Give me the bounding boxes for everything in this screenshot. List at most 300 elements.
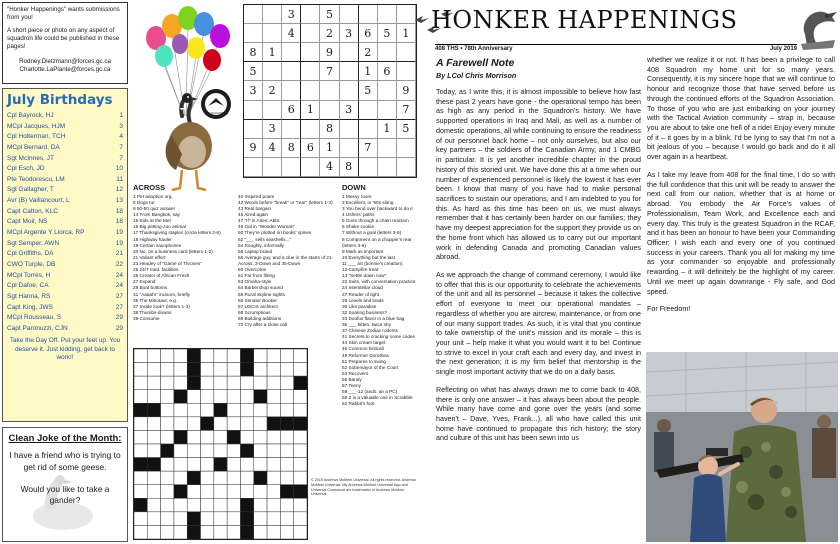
crossword-cell[interactable]: [227, 512, 240, 526]
crossword-block: [161, 444, 174, 458]
joke-punchline: Would you like to take a gander?: [20, 484, 110, 506]
crossword-cell[interactable]: [240, 390, 253, 404]
joke-title: Clean Joke of the Month:: [8, 433, 122, 444]
sudoku-cell[interactable]: 7: [397, 101, 416, 120]
crossword-clue: 60 Overcome: [238, 267, 267, 273]
sudoku-cell[interactable]: [244, 5, 263, 24]
crossword-clue: 36 ___ bitten, twice shy: [342, 322, 391, 328]
sudoku-cell[interactable]: [397, 62, 416, 81]
sudoku-cell[interactable]: 2: [320, 24, 339, 43]
crossword-cell[interactable]: [161, 430, 174, 444]
joke-box: [2, 427, 128, 542]
sudoku-cell[interactable]: 8: [340, 158, 359, 177]
sudoku-cell[interactable]: 4: [263, 139, 282, 158]
crossword-cell[interactable]: [227, 403, 240, 417]
crossword-cell[interactable]: [147, 512, 160, 526]
article-paragraph-4: whether we realize it or not. It has been a privilege to call 408 Squadron my home unit for so many years. Consequently, it is my sincere hope that we will continue to honour and recognize those that have served before us through the continued efforts of the Squadron Association. To those of you who are just embarking on your journey with the Tactical Aviation community – strap in, because you are about to take one hell of a ride! Enjoy every minute of it – it goes by in a blink. I'd be lying to say that I'm not a bit jealous of you – because I would go back and do it all over again in a heartbeat.: [647, 56, 835, 162]
badge-text: 408 SQUADRON: [203, 111, 229, 115]
crossword-cell[interactable]: [240, 485, 253, 499]
crossword-cell[interactable]: [267, 485, 280, 499]
birthday-name: Sgt McInnes, JT: [7, 154, 54, 162]
sudoku-cell[interactable]: [282, 120, 301, 139]
crossword-cell[interactable]: [240, 458, 253, 472]
sudoku-cell[interactable]: [263, 158, 282, 177]
crossword-cell[interactable]: [161, 417, 174, 431]
crossword-clue: 9 Mark as important: [342, 248, 384, 254]
sudoku-cell[interactable]: [397, 158, 416, 177]
sudoku-cell[interactable]: 2: [359, 43, 378, 62]
crossword-cell[interactable]: [227, 458, 240, 472]
sudoku-cell[interactable]: 3: [340, 101, 359, 120]
crossword-cell[interactable]: [174, 403, 187, 417]
crossword-clue: 10 Everything but the last: [342, 254, 395, 260]
crossword-cell[interactable]: [254, 458, 267, 472]
sudoku-cell[interactable]: 5: [244, 62, 263, 81]
crossword-cell[interactable]: [214, 444, 227, 458]
crossword-cell[interactable]: [201, 512, 214, 526]
crossword-cell[interactable]: [174, 363, 187, 377]
sudoku-cell[interactable]: [340, 120, 359, 139]
crossword-cell[interactable]: [227, 349, 240, 363]
sudoku-cell[interactable]: [378, 101, 397, 120]
crossword-cell[interactable]: [267, 349, 280, 363]
crossword-cell[interactable]: [240, 471, 253, 485]
crossword-cell[interactable]: [227, 363, 240, 377]
sudoku-cell[interactable]: 5: [320, 5, 339, 24]
crossword-cell[interactable]: [280, 444, 293, 458]
crossword-clue: 15 Kids at the Met: [133, 218, 171, 224]
crossword-cell[interactable]: [214, 390, 227, 404]
sudoku-cell[interactable]: [301, 62, 320, 81]
sudoku-cell[interactable]: 3: [244, 81, 263, 100]
crossword-cell[interactable]: [227, 525, 240, 539]
sudoku-cell[interactable]: [397, 139, 416, 158]
crossword-cell[interactable]: [201, 349, 214, 363]
crossword-cell[interactable]: [201, 498, 214, 512]
crossword-cell[interactable]: [201, 390, 214, 404]
crossword-cell[interactable]: [161, 390, 174, 404]
crossword-cell[interactable]: [254, 485, 267, 499]
crossword-cell[interactable]: [227, 390, 240, 404]
crossword-cell[interactable]: [254, 512, 267, 526]
sudoku-cell[interactable]: [320, 101, 339, 120]
crossword-cell[interactable]: [161, 485, 174, 499]
crossword-cell[interactable]: [147, 417, 160, 431]
crossword-cell[interactable]: [227, 485, 240, 499]
sudoku-cell[interactable]: 4: [320, 158, 339, 177]
crossword-cell[interactable]: [214, 512, 227, 526]
crossword-cell[interactable]: [201, 403, 214, 417]
crossword-cell[interactable]: [294, 349, 307, 363]
crossword-cell[interactable]: [187, 430, 200, 444]
birthday-name: Cpl Dafoe, CA: [7, 282, 49, 290]
masthead-bar: [435, 44, 797, 51]
article-column-1: [436, 56, 641, 452]
crossword-clue: 64 Barbershop sound: [238, 285, 283, 291]
sudoku-cell[interactable]: [301, 120, 320, 139]
sudoku-cell[interactable]: 6: [301, 139, 320, 158]
crossword-cell[interactable]: [227, 376, 240, 390]
crossword-cell[interactable]: [280, 403, 293, 417]
sudoku-cell[interactable]: [378, 158, 397, 177]
sudoku-cell[interactable]: [282, 62, 301, 81]
crossword-cell[interactable]: [174, 498, 187, 512]
crossword-cell[interactable]: [161, 376, 174, 390]
crossword-cell[interactable]: [214, 498, 227, 512]
sudoku-cell[interactable]: 1: [378, 120, 397, 139]
crossword-cell[interactable]: [147, 498, 160, 512]
sudoku-cell[interactable]: [263, 62, 282, 81]
crossword-cell[interactable]: [187, 485, 200, 499]
crossword-cell[interactable]: [174, 525, 187, 539]
birthday-name: Sgt Gallagher, T: [7, 186, 54, 194]
sudoku-cell[interactable]: 8: [282, 139, 301, 158]
crossword-clue: 40 Inspired poem: [238, 193, 275, 199]
sudoku-cell[interactable]: 3: [340, 24, 359, 43]
crossword-cell[interactable]: [294, 471, 307, 485]
crossword-cell[interactable]: [147, 390, 160, 404]
sudoku-cell[interactable]: 4: [282, 24, 301, 43]
birthday-name: MCpl Rousseau, S: [7, 314, 62, 322]
crossword-clue: 35 The Minotaur, e.g.: [133, 297, 178, 303]
crossword-cell[interactable]: [267, 390, 280, 404]
sudoku-cell[interactable]: 6: [378, 62, 397, 81]
crossword-cell[interactable]: [267, 471, 280, 485]
crossword-cell[interactable]: [214, 376, 227, 390]
crossword-cell[interactable]: [187, 444, 200, 458]
crossword-clue: 45 Aired again: [238, 212, 268, 218]
crossword-cell[interactable]: [254, 525, 267, 539]
sudoku-cell[interactable]: [263, 5, 282, 24]
crossword-cell[interactable]: [254, 417, 267, 431]
sudoku-cell[interactable]: [378, 43, 397, 62]
sudoku-cell[interactable]: [340, 5, 359, 24]
sudoku-cell[interactable]: [359, 120, 378, 139]
birthday-name: Pte Teodorescu, LM: [7, 175, 65, 183]
crossword-cell[interactable]: [280, 376, 293, 390]
crossword-cell[interactable]: [134, 485, 147, 499]
crossword-cell[interactable]: [294, 444, 307, 458]
crossword-cell[interactable]: [254, 349, 267, 363]
crossword-clue: 57 Teeny: [342, 383, 361, 389]
birthday-day: 27: [115, 303, 123, 311]
crossword-cell[interactable]: [201, 444, 214, 458]
crossword-cell[interactable]: [240, 430, 253, 444]
crossword-cell[interactable]: [134, 430, 147, 444]
sudoku-cell[interactable]: [282, 43, 301, 62]
sudoku-cell[interactable]: 9: [320, 43, 339, 62]
crossword-cell[interactable]: [214, 430, 227, 444]
crossword-clue: 1 Messy room: [342, 193, 372, 199]
crossword-cell[interactable]: [267, 525, 280, 539]
sudoku-cell[interactable]: [263, 101, 282, 120]
crossword-clue: 30 Like paradise: [342, 303, 377, 309]
crossword-cell[interactable]: [214, 471, 227, 485]
crossword-cell[interactable]: [161, 525, 174, 539]
crossword-cell[interactable]: [134, 444, 147, 458]
sudoku-cell[interactable]: [340, 62, 359, 81]
sudoku-cell[interactable]: [301, 158, 320, 177]
crossword-cell[interactable]: [161, 471, 174, 485]
crossword-clue: 2 Excellent, in '90s slang: [342, 199, 394, 205]
crossword-cell[interactable]: [280, 363, 293, 377]
crossword-clue: 65 Rural skyline sights: [238, 291, 285, 297]
crossword-block: [240, 363, 253, 377]
crossword-cell[interactable]: [147, 525, 160, 539]
crossword-cell[interactable]: [280, 430, 293, 444]
crossword-cell[interactable]: [267, 430, 280, 444]
sudoku-cell[interactable]: [244, 158, 263, 177]
sudoku-cell[interactable]: 6: [359, 24, 378, 43]
sudoku-cell[interactable]: 1: [320, 139, 339, 158]
crossword-cell[interactable]: [161, 512, 174, 526]
crossword-clue: 4 Ushers' paths: [342, 212, 375, 218]
sudoku-cell[interactable]: [340, 81, 359, 100]
article-column-2: [647, 56, 835, 323]
sudoku-cell[interactable]: [244, 120, 263, 139]
birthday-row: [7, 175, 123, 186]
crossword-cell[interactable]: [161, 349, 174, 363]
crossword-cell[interactable]: [201, 471, 214, 485]
birthday-row: [7, 217, 123, 228]
crossword-cell[interactable]: [254, 430, 267, 444]
crossword-cell[interactable]: [134, 417, 147, 431]
crossword-cell[interactable]: [280, 512, 293, 526]
crossword-clue: 8 Component on a chopper's rear (letters 3-6): [342, 236, 412, 248]
birthday-row: [7, 313, 123, 324]
crossword-cell[interactable]: [214, 363, 227, 377]
sudoku-cell[interactable]: [301, 24, 320, 43]
crossword-cell[interactable]: [147, 363, 160, 377]
birthday-name: Capt Moir, NS: [7, 218, 48, 226]
crossword-cell[interactable]: [280, 471, 293, 485]
sudoku-cell[interactable]: [340, 139, 359, 158]
birthday-day: 29: [115, 324, 123, 332]
crossword-cell[interactable]: [267, 444, 280, 458]
crossword-cell[interactable]: [201, 376, 214, 390]
crossword-clue: 22 Suits, with conversation practice: [342, 279, 416, 285]
crossword-cell[interactable]: [174, 349, 187, 363]
crossword-cell[interactable]: [254, 363, 267, 377]
birthday-day: 3: [119, 122, 123, 130]
crossword-cell[interactable]: [134, 512, 147, 526]
crossword-clue: 5 Goes through a chain reaction: [342, 218, 409, 224]
crossword-clue: 28 Levels and loads: [342, 297, 384, 303]
crossword-cell[interactable]: [147, 471, 160, 485]
crossword-cell[interactable]: [280, 458, 293, 472]
crossword-block: [201, 417, 214, 431]
crossword-cell[interactable]: [227, 498, 240, 512]
sudoku-cell[interactable]: 5: [359, 81, 378, 100]
crossword-cell[interactable]: [280, 390, 293, 404]
crossword-block: [134, 403, 147, 417]
crossword-cell[interactable]: [267, 403, 280, 417]
crossword-cell[interactable]: [134, 349, 147, 363]
sudoku-cell[interactable]: [301, 81, 320, 100]
crossword-cell[interactable]: [254, 498, 267, 512]
sudoku-cell[interactable]: [359, 101, 378, 120]
crossword-cell[interactable]: [161, 363, 174, 377]
sudoku-cell[interactable]: 2: [263, 81, 282, 100]
sudoku-cell[interactable]: [263, 24, 282, 43]
crossword-block: [240, 349, 253, 363]
crossword-cell[interactable]: [227, 444, 240, 458]
crossword-cell[interactable]: [280, 525, 293, 539]
sudoku-cell[interactable]: 1: [301, 101, 320, 120]
crossword-cell[interactable]: [187, 417, 200, 431]
crossword-cell[interactable]: [174, 512, 187, 526]
crossword-cell[interactable]: [187, 390, 200, 404]
crossword-cell[interactable]: [294, 512, 307, 526]
birthday-row: [7, 122, 123, 133]
crossword-cell[interactable]: [294, 363, 307, 377]
crossword-cell[interactable]: [161, 403, 174, 417]
crossword-cell[interactable]: [201, 363, 214, 377]
article-paragraph-2: As we approach the change of command ceremony, I would like to offer that this is our opportunity to celebrate the achievements of the unit and all its personnel – because it takes the collective effort of everyone to meet our operational mandates – regardless of whether you are aircrew, maintenance, or from one of our many support trades. As such, it is vital that you continue to take ownership of the unit's mission and its morale – this is your unit – help make it what you would want it to be! Continue to strive to excel in your craft each and every day, and invest in the next generation; it is my firm belief that mentorship is the single most important activity that we do on a daily basis.: [436, 270, 641, 377]
sudoku-cell[interactable]: [301, 5, 320, 24]
sudoku-cell[interactable]: 7: [359, 139, 378, 158]
birthday-row: [7, 185, 123, 196]
sudoku-cell[interactable]: [378, 81, 397, 100]
crossword-copyright: © 2019 Andrews McMeel Universal. All rights reserved. Andrews McMeel Universal, My Andrews McMeel Universal logo and Universal Crossword are trademarks of Andrews McMeel Universal.: [311, 478, 416, 497]
sudoku-cell[interactable]: [320, 81, 339, 100]
crossword-cell[interactable]: [147, 430, 160, 444]
sudoku-cell[interactable]: [244, 101, 263, 120]
sudoku-cell[interactable]: [378, 139, 397, 158]
sudoku-cell[interactable]: [282, 81, 301, 100]
crossword-cell[interactable]: [187, 458, 200, 472]
sudoku-cell[interactable]: 5: [397, 120, 416, 139]
crossword-cell[interactable]: [267, 498, 280, 512]
newsletter-title: HONKER HAPPENINGS: [431, 6, 738, 34]
crossword-block: [187, 376, 200, 390]
crossword-cell[interactable]: [227, 417, 240, 431]
crossword-cell[interactable]: [201, 430, 214, 444]
crossword-cell[interactable]: [294, 525, 307, 539]
crossword-cell[interactable]: [294, 430, 307, 444]
crossword-cell[interactable]: [187, 498, 200, 512]
crossword-cell[interactable]: [240, 376, 253, 390]
crossword-cell[interactable]: [254, 376, 267, 390]
crossword-cell[interactable]: [161, 458, 174, 472]
crossword-cell[interactable]: [294, 390, 307, 404]
sudoku-cell[interactable]: [340, 43, 359, 62]
crossword-cell[interactable]: [187, 403, 200, 417]
sudoku-cell[interactable]: 1: [397, 24, 416, 43]
crossword-cell[interactable]: [280, 349, 293, 363]
crossword-cell[interactable]: [134, 525, 147, 539]
sudoku-cell[interactable]: 8: [244, 43, 263, 62]
sudoku-cell[interactable]: 9: [397, 81, 416, 100]
sudoku-cell[interactable]: [282, 158, 301, 177]
sudoku-cell[interactable]: [359, 5, 378, 24]
crossword-block: [294, 417, 307, 431]
crossword-clue: 70 Cry after a close call: [238, 322, 287, 328]
crossword-cell[interactable]: [240, 403, 253, 417]
sudoku-cell[interactable]: 6: [282, 101, 301, 120]
crossword-cell[interactable]: [294, 403, 307, 417]
crossword-cell[interactable]: [174, 376, 187, 390]
sudoku-cell[interactable]: [301, 43, 320, 62]
crossword-cell[interactable]: [201, 458, 214, 472]
crossword-cell[interactable]: [174, 444, 187, 458]
crossword-cell[interactable]: [267, 363, 280, 377]
crossword-cell[interactable]: [201, 485, 214, 499]
sudoku-cell[interactable]: 5: [378, 24, 397, 43]
crossword-cell[interactable]: [267, 512, 280, 526]
crossword-cell[interactable]: [214, 417, 227, 431]
sudoku-cell[interactable]: 1: [263, 43, 282, 62]
sudoku-cell[interactable]: [397, 43, 416, 62]
sudoku-cell[interactable]: [359, 158, 378, 177]
contact-email-2[interactable]: Charlotte.LaPlante@forces.gc.ca: [19, 65, 111, 73]
crossword-cell[interactable]: [134, 363, 147, 377]
crossword-cell[interactable]: [134, 376, 147, 390]
crossword-cell[interactable]: [267, 458, 280, 472]
crossword-cell[interactable]: [214, 485, 227, 499]
sudoku-cell[interactable]: [378, 5, 397, 24]
crossword-cell[interactable]: [134, 390, 147, 404]
sudoku-cell[interactable]: 8: [320, 120, 339, 139]
crossword-cell[interactable]: [147, 485, 160, 499]
crossword-cell[interactable]: [280, 498, 293, 512]
crossword-cell[interactable]: [214, 525, 227, 539]
crossword-cell[interactable]: [161, 498, 174, 512]
crossword-cell[interactable]: [147, 444, 160, 458]
crossword-block: [254, 471, 267, 485]
article-paragraph-1: Today, as I write this, it is almost impossible to believe how fast these past 2 years have gone - the operational tempo has been as high as any period in the Squadron's history. We have supported operations in Iraq and Mali, as well as a number of domestic operations, all while continuing to ensure the readiness of our personnel back home – not only ourselves, but also our key partners – the soldiers of the Canadian Army, and 1 CMBG in particular. It is yet another incredible chapter in the proud history of this storied unit. We have done this at a time when our number of experienced personnel is likely the lowest it has ever been. I know that many of you have had to make personal sacrifices to sustain our operations, and I am indebted to you for this. As hard as this time has been on us, we must always remember that it has certainly been harder on our families; they have my deepest appreciation for the support they provide us on the home front which has allowed us to carry out our important work in defending Canada and promoting Canadian values abroad.: [436, 88, 641, 262]
contact-email-1[interactable]: Rodney.Dietzmann@forces.gc.ca: [19, 57, 111, 65]
sudoku-cell[interactable]: [244, 24, 263, 43]
crossword-clue: 55 Bandy: [342, 377, 362, 383]
article-paragraph-6: For Freedom!: [647, 305, 691, 314]
crossword-cell[interactable]: [174, 417, 187, 431]
birthday-name: Sgt Hanna, RS: [7, 292, 51, 300]
crossword-cell[interactable]: [201, 525, 214, 539]
crossword-cell[interactable]: [240, 417, 253, 431]
crossword-cell[interactable]: [147, 349, 160, 363]
sudoku-cell[interactable]: 1: [359, 62, 378, 81]
crossword-cell[interactable]: [254, 444, 267, 458]
crossword-cell[interactable]: [227, 471, 240, 485]
crossword-cell[interactable]: [294, 498, 307, 512]
sudoku-cell[interactable]: 9: [244, 139, 263, 158]
crossword-cell[interactable]: [174, 471, 187, 485]
crossword-cell[interactable]: [267, 376, 280, 390]
crossword-cell[interactable]: [134, 471, 147, 485]
across-heading: ACROSS: [133, 183, 166, 192]
crossword-cell[interactable]: [214, 349, 227, 363]
crossword-cell[interactable]: [174, 458, 187, 472]
crossword-clue: 14 From Bangkok, say: [133, 212, 180, 218]
crossword-cell[interactable]: [294, 458, 307, 472]
birthday-row: [7, 207, 123, 218]
crossword-clue: 29 Boat bottoms: [133, 285, 168, 291]
sudoku-cell[interactable]: 3: [263, 120, 282, 139]
birthday-row: [7, 249, 123, 260]
down-clues: [342, 183, 418, 408]
across-column-2: [238, 194, 339, 328]
crossword-cell[interactable]: [147, 376, 160, 390]
crossword-block: [174, 390, 187, 404]
birthday-day: 24: [115, 282, 123, 290]
crossword-clue: 26 Creator of African Fresh: [133, 273, 190, 279]
crossword-cell[interactable]: [254, 403, 267, 417]
birthday-row: [7, 111, 123, 122]
sudoku-cell[interactable]: 3: [282, 5, 301, 24]
birthday-row: [7, 324, 123, 335]
sudoku-cell[interactable]: 7: [320, 62, 339, 81]
